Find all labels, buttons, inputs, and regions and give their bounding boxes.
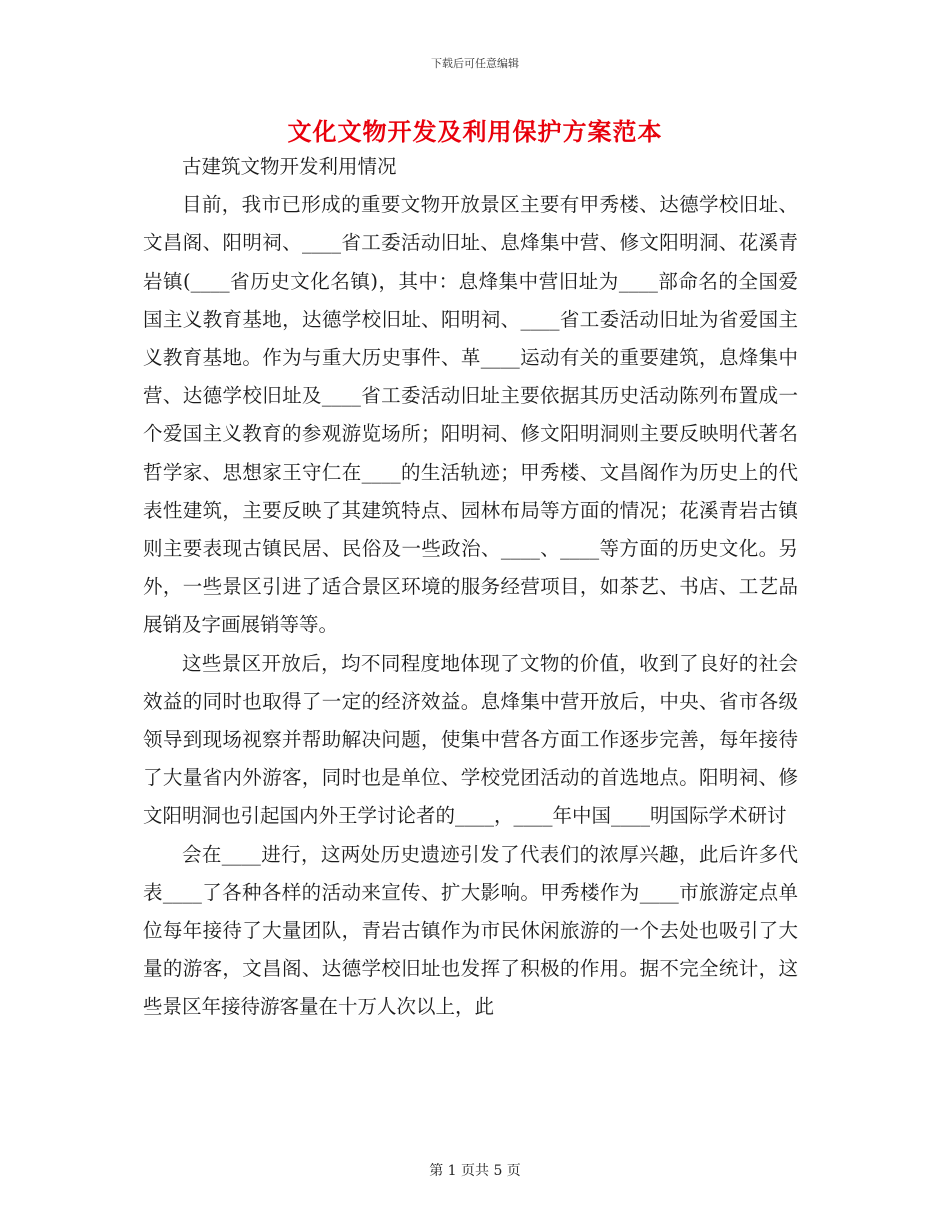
page-footer: 第 1 页共 5 页 <box>429 1163 521 1179</box>
header-note: 下载后可任意编辑 <box>431 57 519 70</box>
document-body <box>143 148 798 1027</box>
paragraph: 会在____进行，这两处历史遗迹引发了代表们的浓厚兴趣，此后许多代表____了各种各样的活动来宣传、扩大影响。甲秀楼作为____市旅游定点单位每年接待了大量团队，青岩古镇作为市民休闲旅游的一个去处也吸引了大量的游客，文昌阁、达德学校旧址也发挥了积极的作用。据不完全统计，这些景区年接待游客量在十万人次以上，此 <box>143 842 798 1019</box>
paragraph: 这些景区开放后，均不同程度地体现了文物的价值，收到了良好的社会效益的同时也取得了一定的经济效益。息烽集中营开放后，中央、省市各级领导到现场视察并帮助解决问题，使集中营各方面工作逐步完善，每年接待了大量省内外游客，同时也是单位、学校党团活动的首选地点。阳明祠、修文阳明洞也引起国内外王学讨论者的____，____年中国____明国际学术研讨 <box>143 651 798 828</box>
document-title: 文化文物开发及利用保护方案范本 <box>287 117 663 146</box>
paragraph: 目前，我市已形成的重要文物开放景区主要有甲秀楼、达德学校旧址、文昌阁、阳明祠、____省工委活动旧址、息烽集中营、修文阳明洞、花溪青岩镇(____省历史文化名镇)，其中：息烽集中营旧址为____部命名的全国爱国主义教育基地，达德学校旧址、阳明祠、____省工委活动旧址为省爱国主义教育基地。作为与重大历史事件、革____运动有关的重要建筑，息烽集中营、达德学校旧址及____省工委活动旧址主要依据其历史活动陈列布置成一个爱国主义教育的参观游览场所；阳明祠、修文阳明洞则主要反映明代著名哲学家、思想家王守仁在____的生活轨迹；甲秀楼、文昌阁作为历史上的代表性建筑，主要反映了其建筑特点、园林布局等方面的情况；花溪青岩古镇则主要表现古镇民居、民俗及一些政治、____、____等方面的历史文化。另外，一些景区引进了适合景区环境的服务经营项目，如茶艺、书店、工艺品展销及字画展销等等。 <box>143 193 798 637</box>
section-heading: 古建筑文物开发利用情况 <box>182 155 397 178</box>
